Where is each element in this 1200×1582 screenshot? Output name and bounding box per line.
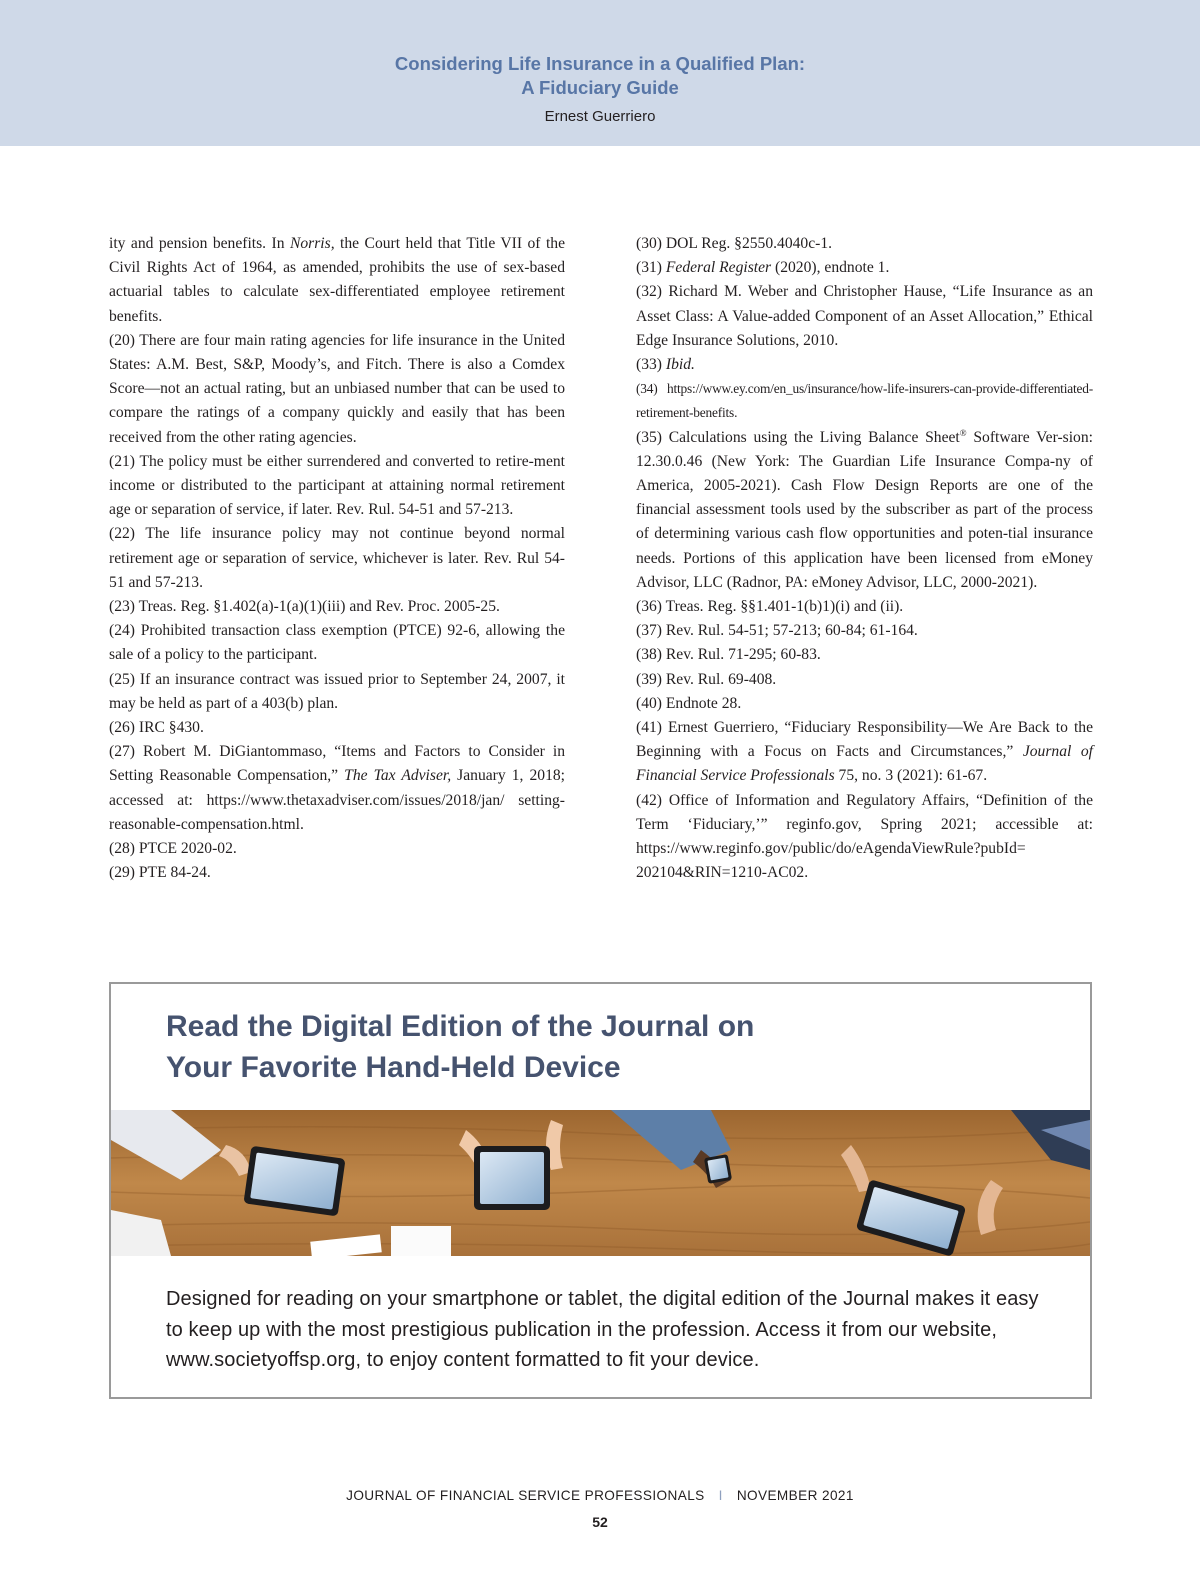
footer-journal-name: JOURNAL OF FINANCIAL SERVICE PROFESSIONALS [346,1488,705,1503]
promo-photo-tablets-on-table [111,1110,1090,1256]
endnote-36: (36) Treas. Reg. §§1.401-1(b)1)(i) and (ii). [636,598,904,616]
endnote-30: (30) DOL Reg. §2550.4040c-1. [636,235,833,252]
endnote-25: (25) If an insurance contract was issued prior to September 24, 2007, it may be held as part of a 403(b) plan. [109,670,565,712]
endnote-22: (22) The life insurance policy may not continue beyond normal retirement age or separation of service, whichever is later. Rev. Rul 54-51 and 57-213. [109,525,565,591]
endnote-19-continued: ity and pension benefits. In Norris, the Court held that Title VII of the Civil Rights Act of 1964, as amended, prohibits the use of sex-based actuarial tables to calculate sex-differentiated employee retirement benefits. [109,235,565,325]
page-number: 52 [592,1514,608,1530]
endnote-24: (24) Prohibited transaction class exemption (PTCE) 92-6, allowing the sale of a policy to the participant. [109,622,565,664]
endnote-40: (40) Endnote 28. [636,694,742,712]
endnote-35: (35) Calculations using the Living Balance Sheet® Software Ver-sion: 12.30.0.46 (New York: The Guardian Life Insurance Compa-ny of America, 2005-2021). Cash Flow Design Reports are one of the financial assessment tools used by the subscriber as part of the process of determining various cash flow opportunities and poten-tial insurance needs. Portions of this application have been licensed from eMoney Advisor, LLC (Radnor, PA: eMoney Advisor, LLC, 2000-2021). [636,427,1093,591]
endnote-33: (33) Ibid. [636,356,695,374]
endnote-37: (37) Rev. Rul. 54-51; 57-213; 60-84; 61-164. [636,622,918,640]
endnotes-right-column [636,232,1093,885]
article-author: Ernest Guerriero [544,108,656,125]
page-footer [0,1488,1200,1503]
endnotes-left-column [109,232,565,885]
endnote-41: (41) Ernest Guerriero, “Fiduciary Responsibility—We Are Back to the Beginning with a Focus on Facts and Circumstances,” Journal of Financial Service Professionals 75, no. 3 (2021): 61-67. [636,719,1093,785]
endnote-26: (26) IRC §430. [109,719,204,737]
endnote-32: (32) Richard M. Weber and Christopher Hause, “Life Insurance as an Asset Class: A Value-added Component of an Asset Allocation,” Ethical Edge Insurance Solutions, 2010. [636,283,1093,349]
article-title-line2: A Fiduciary Guide [521,77,679,98]
endnote-28: (28) PTCE 2020-02. [109,840,237,858]
header-band [0,0,1200,146]
endnote-27: (27) Robert M. DiGiantommaso, “Items and Factors to Consider in Setting Reasonable Compensation,” The Tax Adviser, January 1, 2018; accessed at: https://www.thetaxadviser.com/issues/2018/jan/ setting-reasonable-compensation.html. [109,743,565,833]
endnote-29: (29) PTE 84-24. [109,864,211,882]
footer-separator: I [718,1488,723,1503]
promo-heading-line2: Your Favorite Hand-Held Device [166,1051,621,1084]
promo-heading-line1: Read the Digital Edition of the Journal on [166,1010,755,1043]
endnote-31: (31) Federal Register (2020), endnote 1. [636,259,890,277]
endnote-20: (20) There are four main rating agencies for life insurance in the United States: A.M. Best, S&P, Moody’s, and Fitch. There is also a Comdex Score—not an actual rating, but an unbiased number that can be used to compare the ratings of a company quickly and easily that has been received from the other rating agencies. [109,331,565,446]
endnote-39: (39) Rev. Rul. 69-408. [636,670,777,688]
article-title-line1: Considering Life Insurance in a Qualified Plan: [394,53,806,74]
endnote-42: (42) Office of Information and Regulatory Affairs, “Definition of the Term ‘Fiduciary,’” reginfo.gov, Spring 2021; accessible at: https://www.reginfo.gov/public/do/eAgendaViewRule?pubId= 202104&RIN=1210-AC02. [636,791,1093,882]
endnote-38: (38) Rev. Rul. 71-295; 60-83. [636,646,821,664]
endnote-34: (34) https://www.ey.com/en_us/insurance/how-life-insurers-can-provide-differentiated-retirement-benefits. [636,381,1093,421]
digital-edition-promo-box [109,982,1092,1399]
promo-heading [166,1006,966,1088]
endnote-23: (23) Treas. Reg. §1.402(a)-1(a)(1)(iii) and Rev. Proc. 2005-25. [109,598,500,616]
endnote-21: (21) The policy must be either surrendered and converted to retire-ment income or distributed to the participant at attaining normal retirement age or separation of service, if later. Rev. Rul. 54-51 and 57-213. [109,452,565,519]
footer-issue-date: NOVEMBER 2021 [736,1488,854,1503]
promo-body-text: Designed for reading on your smartphone or tablet, the digital edition of the Journal makes it easy to keep up with the most prestigious publication in the profession. Access it from our website, www.societyoffsp.org, to enjoy content formatted to fit your device. [166,1288,1039,1371]
